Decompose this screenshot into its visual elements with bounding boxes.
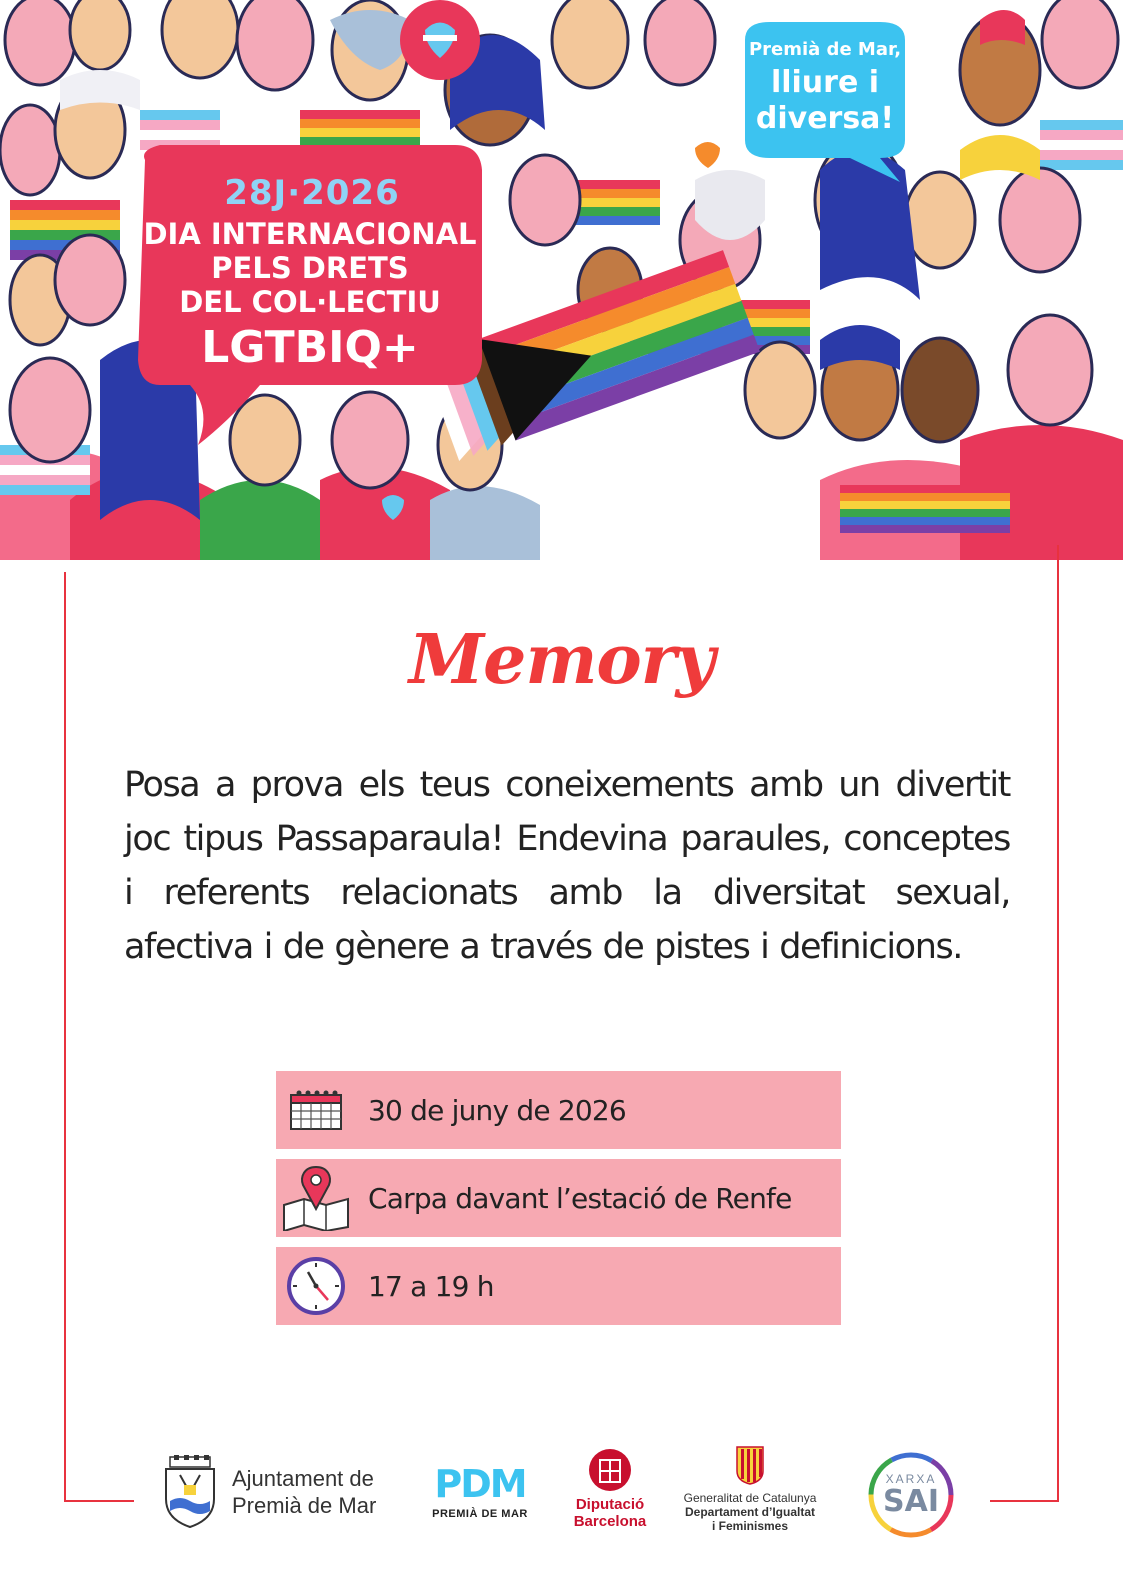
frame-left [64,572,66,1502]
ajuntament-line-2: Premià de Mar [232,1493,377,1518]
side-bubble-line-2: lliure i [770,65,880,100]
bubble-line-3: DEL COL·LECTIU [179,285,441,319]
pdm-caption: PREMIÀ DE MAR [432,1508,528,1520]
ajuntament-line-1: Ajuntament de [232,1466,374,1491]
generalitat-emblem-icon [735,1445,765,1485]
side-bubble-line-1: Premià de Mar, [748,39,902,60]
bubble-line-2: PELS DRETS [211,251,409,285]
xarxa-sai-logo [866,1450,956,1540]
frame-bottom-right [990,1500,1059,1502]
side-bubble-line-3: diversa! [755,101,895,136]
date-text: 30 de juny de 2026 [368,1093,626,1127]
diputacio-emblem-icon [588,1448,632,1492]
municipal-shield-icon [160,1455,220,1530]
generalitat-line-3: i Feminismes [711,1519,789,1533]
bubble-date: 28J·2026 [224,173,400,213]
generalitat-logo [670,1445,830,1540]
diputacio-line-2: Barcelona [573,1513,647,1530]
diputacio-logo [560,1448,660,1538]
bubble-line-4: LGTBIQ+ [201,322,419,373]
frame-bottom-left [64,1500,134,1502]
sai-bottom: SAI [883,1484,939,1519]
location-row [276,1159,841,1237]
illustration-banner [0,0,1123,560]
crowd-illustration [0,0,1123,560]
time-text: 17 a 19 h [368,1269,494,1303]
calendar-icon [276,1071,356,1149]
map-pin-icon [276,1159,356,1237]
pdm-logo [425,1460,535,1530]
pdm-mark: PDM [434,1462,526,1506]
bubble-line-1: DIA INTERNACIONAL [143,217,477,251]
event-title: Memory [408,620,715,700]
sai-top: XARXA [885,1472,937,1486]
location-text: Carpa davant l’estació de Renfe [368,1181,792,1215]
generalitat-line-1: Generalitat de Catalunya [683,1491,817,1505]
date-row [276,1071,841,1149]
diputacio-line-1: Diputació [575,1496,645,1513]
ajuntament-logo [160,1455,400,1535]
event-description: Posa a prova els teus coneixements amb un divertit joc tipus Passaparaula! Endevina paraules, conceptes i referents relacionats amb la diversitat sexual, afectiva i de gènere a través de pistes i definicions. [124,765,1010,967]
generalitat-line-2: Departament d’Igualtat [684,1505,816,1519]
clock-icon [276,1247,356,1325]
time-row [276,1247,841,1325]
